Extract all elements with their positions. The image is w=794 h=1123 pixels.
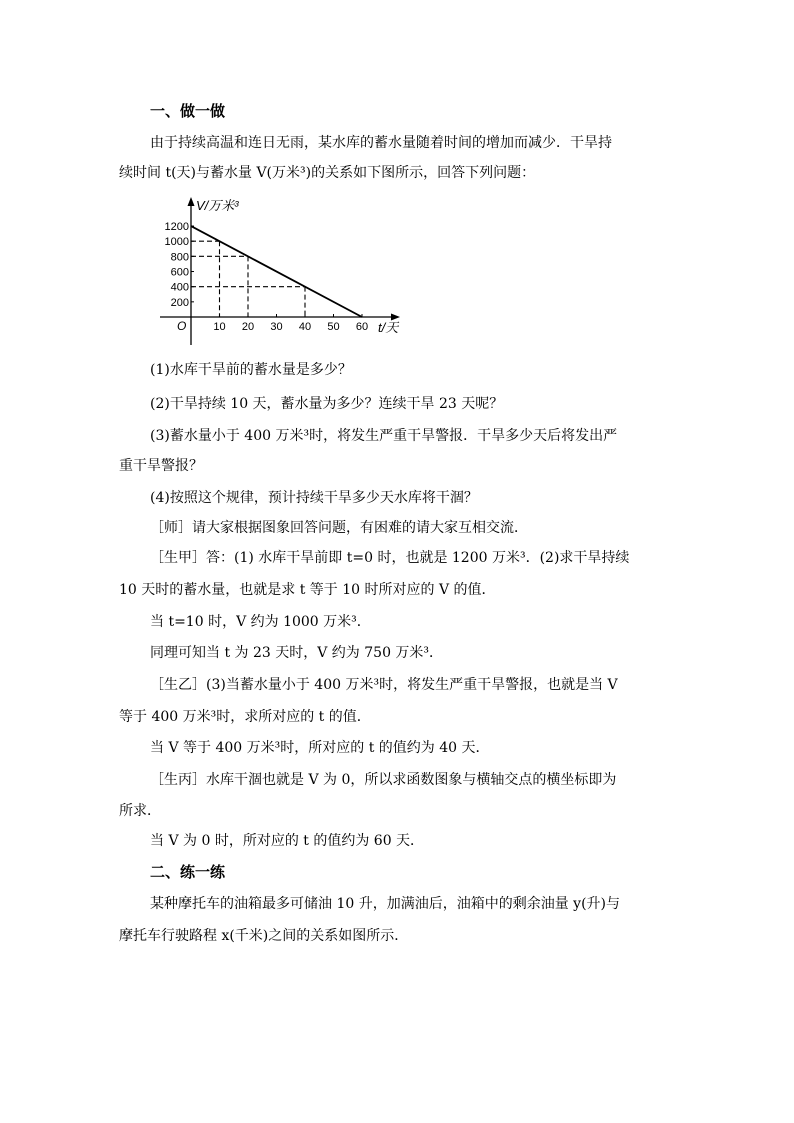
question-2: (2)干旱持续 10 天，蓄水量为多少？连续干旱 23 天呢？	[150, 396, 504, 412]
x-tick-label: 50	[327, 321, 340, 333]
answer-b-line-2: 等于 400 万米³时，求所对应的 t 的值．	[119, 709, 371, 725]
x-axis-label: t/天	[378, 320, 399, 335]
answer-a-line-2: 10 天时的蓄水量，也就是求 t 等于 10 时所对应的 V 的值．	[119, 582, 496, 598]
y-tick-label: 400	[170, 281, 189, 294]
y-tick-label: 1200	[164, 221, 189, 234]
section2-heading: 二、练一练	[150, 863, 226, 881]
answer-a-line-3: 当 t=10 时，V 约为 1000 万米³．	[150, 614, 371, 630]
series-line	[191, 226, 362, 317]
answer-b-line-3: 当 V 等于 400 万米³时，所对应的 t 的值约为 40 天．	[150, 740, 490, 756]
question-3-line-2: 重干旱警报？	[119, 458, 203, 474]
section1-heading: 一、做一做	[150, 102, 226, 120]
answer-b-line-1: ［生乙］(3)当蓄水量小于 400 万米³时，将发生严重干旱警报，也就是当 V	[150, 677, 618, 693]
practice-line-1: 某种摩托车的油箱最多可储油 10 升，加满油后，油箱中的剩余油量 y(升)与	[150, 896, 620, 912]
practice-line-2: 摩托车行驶路程 x(千米)之间的关系如图所示．	[119, 928, 409, 944]
answer-a-line-1: ［生甲］答：(1) 水库干旱前即 t=0 时，也就是 1200 万米³．(2)求干旱持续	[150, 550, 630, 566]
answer-c-line-2: 所求．	[119, 803, 161, 819]
answer-c-line-3: 当 V 为 0 时，所对应的 t 的值约为 60 天．	[150, 833, 425, 849]
x-tick-label: 30	[270, 321, 283, 333]
y-axis-arrow	[188, 197, 195, 206]
x-tick-label: 20	[241, 321, 255, 333]
intro-line-1: 由于持续高温和连日无雨，某水库的蓄水量随着时间的增加而减少．干旱持	[150, 135, 612, 151]
y-tick-label: 600	[170, 266, 189, 279]
water-volume-chart	[150, 192, 412, 350]
y-tick-label: 200	[170, 296, 189, 309]
x-tick-label: 10	[213, 321, 226, 333]
y-tick-label: 1000	[164, 236, 189, 249]
question-1: (1)水库干旱前的蓄水量是多少？	[150, 362, 352, 378]
answer-a-line-4: 同理可知当 t 为 23 天时，V 约为 750 万米³．	[150, 645, 444, 661]
x-tick-label: 60	[355, 321, 369, 333]
answer-c-line-1: ［生丙］水库干涸也就是 V 为 0，所以求函数图象与横轴交点的横坐标即为	[150, 772, 617, 788]
teacher-line: ［师］请大家根据图象回答问题，有困难的请大家互相交流．	[150, 520, 528, 536]
y-tick-label: 800	[170, 251, 189, 264]
y-axis-label: V/万米³	[196, 198, 239, 213]
question-4: (4)按照这个规律，预计持续干旱多少天水库将干涸？	[150, 490, 478, 506]
question-3-line-1: (3)蓄水量小于 400 万米³时，将发生严重干旱警报．干旱多少天后将发出严	[150, 428, 618, 444]
intro-line-2: 续时间 t(天)与蓄水量 V(万米³)的关系如下图所示，回答下列问题：	[119, 165, 536, 181]
x-tick-label: 40	[298, 321, 312, 333]
origin-label: O	[177, 319, 187, 333]
